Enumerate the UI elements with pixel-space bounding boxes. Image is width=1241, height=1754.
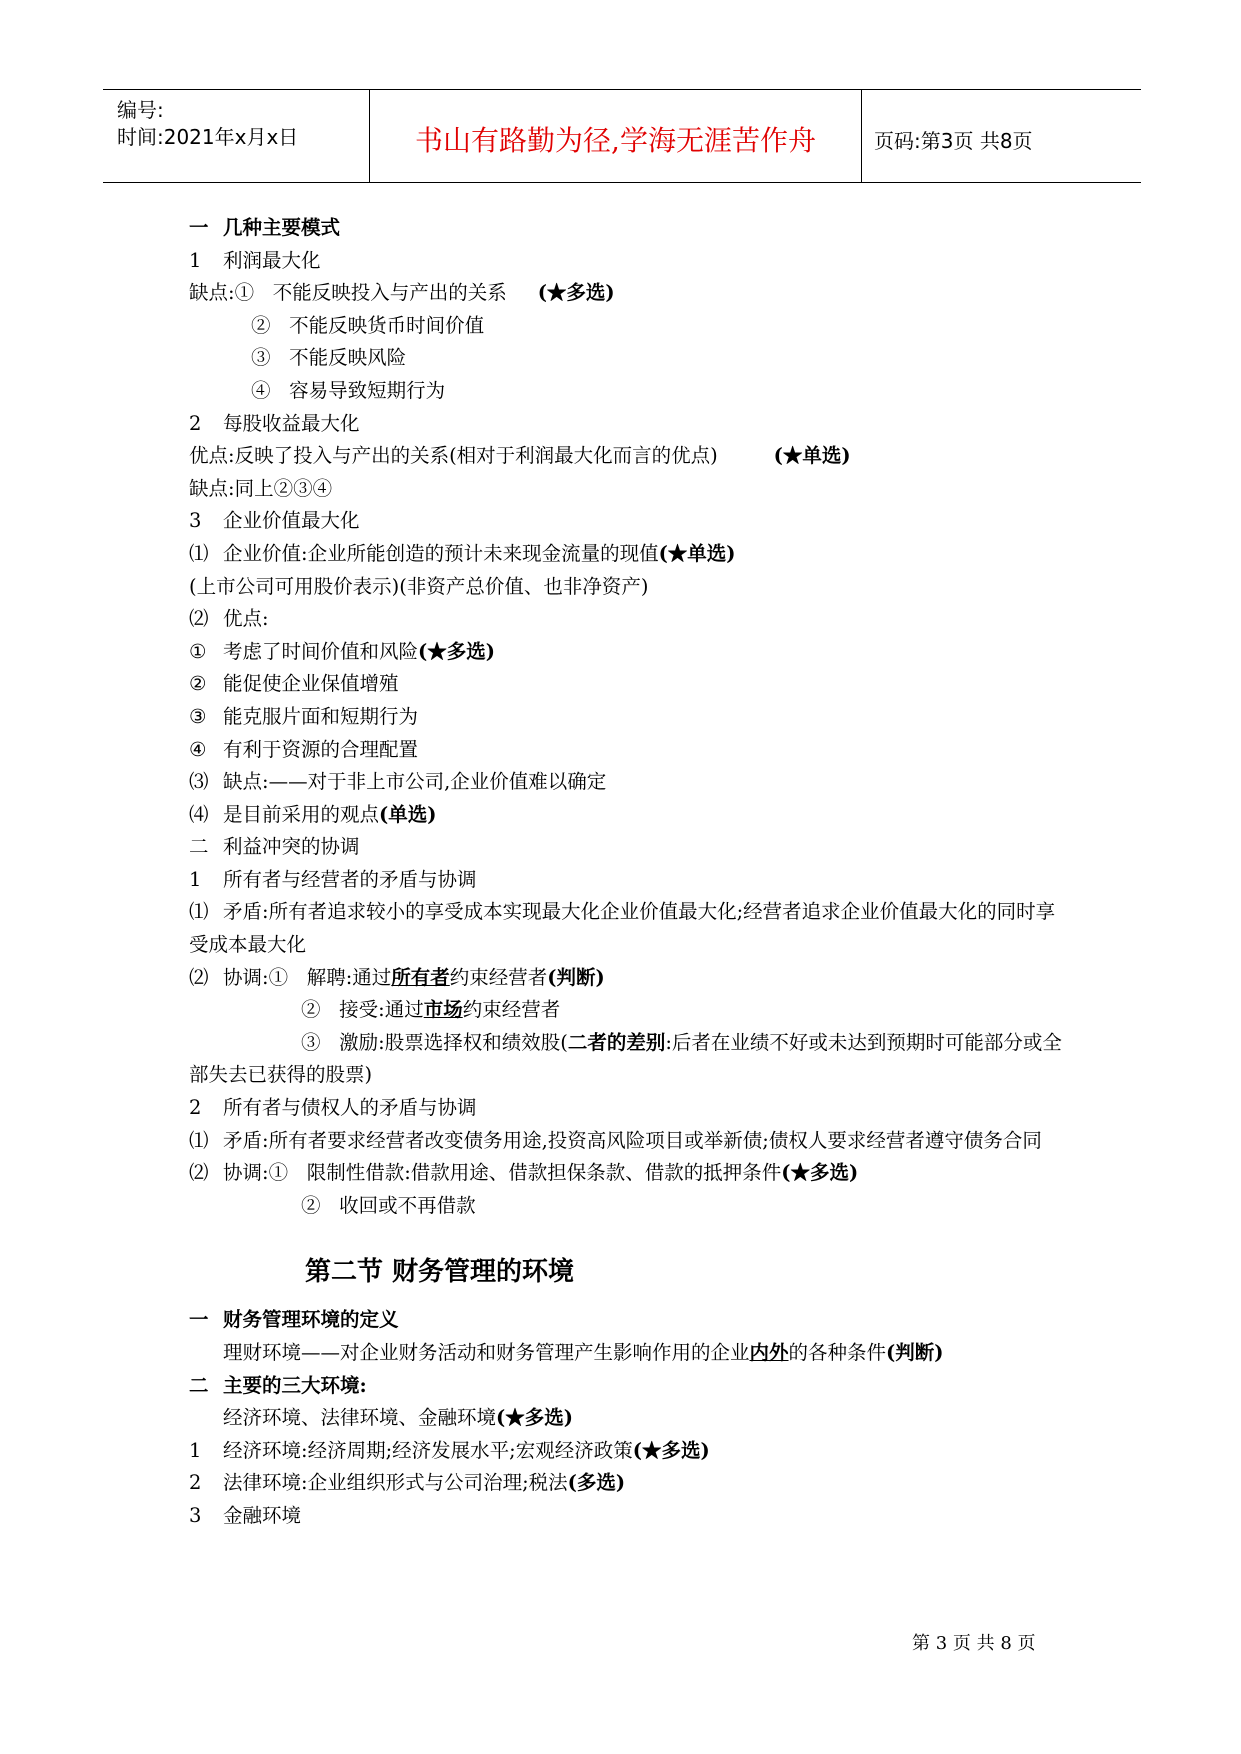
text-line: 二 利益冲突的协调 [189, 835, 360, 859]
text-line: 3 金融环境 [189, 1503, 302, 1527]
text-line: 1 所有者与经营者的矛盾与协调 [189, 867, 477, 891]
text-line: ⑵ 协调:① 解聘:通过所有者约束经营者(判断) [189, 965, 605, 989]
document-body [189, 212, 1069, 1533]
text-line: ③ 不能反映风险 [251, 346, 407, 370]
header-time-label: 时间:2021年x月x日 [117, 125, 299, 149]
header-bottom-rule [103, 182, 1141, 183]
header-motto: 书山有路勤为径,学海无涯苦作舟 [415, 124, 816, 157]
header-divider-right [861, 89, 862, 182]
text-line: 2 法律环境:企业组织形式与公司治理;税法(多选) [189, 1471, 626, 1495]
text-line: ⑵ 优点: [189, 607, 269, 631]
text-line: (上市公司可用股价表示)(非资产总价值、也非净资产) [189, 574, 649, 598]
text-line: ④ 有利于资源的合理配置 [189, 737, 419, 761]
text-line: 缺点:同上②③④ [189, 476, 333, 500]
text-line: ④ 容易导致短期行为 [251, 378, 446, 402]
text-line: ⑴ 企业价值:企业所能创造的预计未来现金流量的现值(★单选) [189, 541, 736, 565]
text-paragraph: ③ 激励:股票选择权和绩效股(二者的差别:后者在业绩不好或未达到预期时可能部分或全部失去已获得的股票) [189, 1030, 1062, 1087]
text-line: ② 能促使企业保值增殖 [189, 672, 399, 696]
text-line: ② 收回或不再借款 [301, 1193, 476, 1217]
text-line: 优点:反映了投入与产出的关系(相对于利润最大化而言的优点) (★单选) [189, 444, 851, 468]
text-line: ② 不能反映货币时间价值 [251, 313, 485, 337]
text-line: 1 经济环境:经济周期;经济发展水平;宏观经济政策(★多选) [189, 1438, 710, 1462]
text-line: ② 接受:通过市场约束经营者 [301, 998, 561, 1022]
header-divider-left [369, 89, 370, 182]
section-title: 第二节 财务管理的环境 [305, 1257, 575, 1288]
text-line: 理财环境——对企业财务活动和财务管理产生影响作用的企业内外的各种条件(判断) [223, 1341, 944, 1364]
text-line: ⑵ 协调:① 限制性借款:借款用途、借款担保条款、借款的抵押条件(★多选) [189, 1161, 859, 1185]
header-number-label: 编号: [117, 98, 164, 122]
heading-line: 一 几种主要模式 [189, 216, 341, 239]
header-page-label: 页码:第3页 共8页 [874, 129, 1033, 153]
text-line: ⑷ 是目前采用的观点(单选) [189, 802, 437, 826]
page-footer: 第 3 页 共 8 页 [912, 1633, 1036, 1654]
text-line: 3 企业价值最大化 [189, 509, 360, 533]
text-line: 缺点:① 不能反映投入与产出的关系 (★多选) [189, 281, 615, 305]
text-line: 2 所有者与债权人的矛盾与协调 [189, 1096, 477, 1120]
text-paragraph: ⑴ 矛盾:所有者要求经营者改变债务用途,投资高风险项目或举新债;债权人要求经营者遵守债务合同 [189, 1128, 1042, 1152]
text-line: ③ 能克服片面和短期行为 [189, 704, 419, 728]
text-paragraph: ⑴ 矛盾:所有者追求较小的享受成本实现最大化企业价值最大化;经营者追求企业价值最大化的同时享受成本最大化 [189, 900, 1056, 957]
text-line: 经济环境、法律环境、金融环境(★多选) [223, 1406, 573, 1430]
text-line: 1 利润最大化 [189, 248, 321, 272]
text-line: 2 每股收益最大化 [189, 411, 360, 435]
header-top-rule [103, 89, 1141, 90]
text-line: ① 考虑了时间价值和风险(★多选) [189, 639, 495, 663]
heading-line: 一 财务管理环境的定义 [189, 1308, 399, 1332]
text-line: ⑶ 缺点:——对于非上市公司,企业价值难以确定 [189, 770, 607, 794]
heading-line: 二 主要的三大环境: [189, 1373, 367, 1397]
